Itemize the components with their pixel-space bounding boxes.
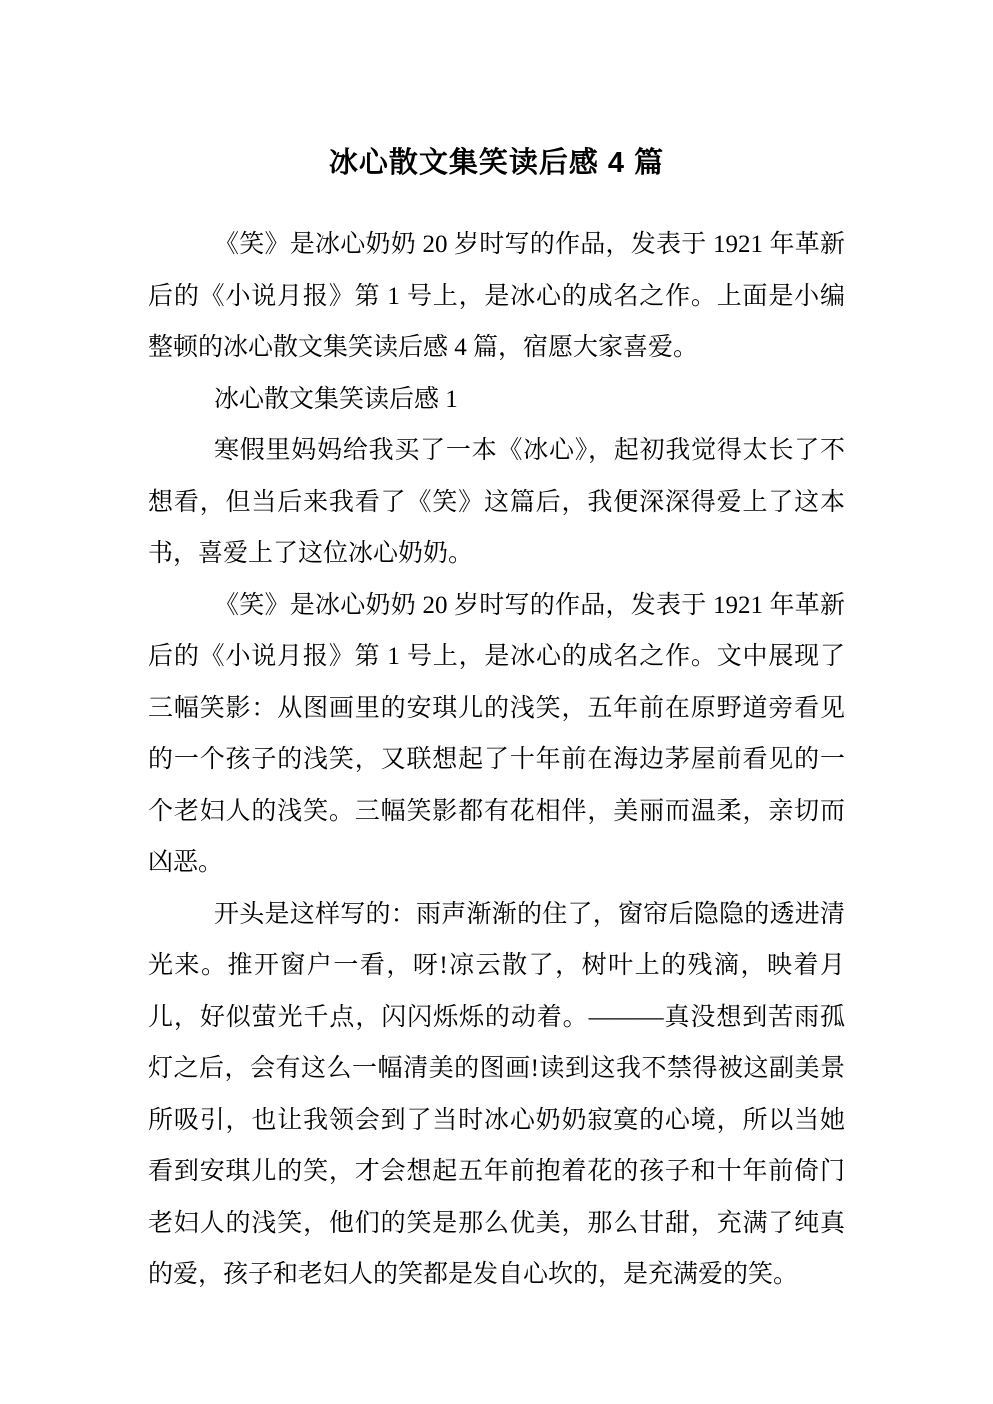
paragraph: 《笑》是冰心奶奶 20 岁时写的作品，发表于 1921 年革新后的《小说月报》第 1 号上，是冰心的成名之作。文中展现了三幅笑影：从图画里的安琪儿的浅笑，五年前在原野道旁看见的一个孩子的浅笑，又联想起了十年前在海边茅屋前看见的一个老妇人的浅笑。三幅笑影都有花相伴，美丽而温柔，亲切而凶恶。 (148, 591, 845, 876)
paragraph: 开头是这样写的：雨声渐渐的住了，窗帘后隐隐的透进清光来。推开窗户一看，呀!凉云散了，树叶上的残滴，映着月儿，好似萤光千点，闪闪烁烁的动着。———真没想到苦雨孤灯之后，会有这么一幅清美的图画!读到这我不禁得被这副美景所吸引，也让我领会到了当时冰心奶奶寂寞的心境，所以当她看到安琪儿的笑，才会想起五年前抱着花的孩子和十年前倚门老妇人的浅笑，他们的笑是那么优美，那么甘甜，充满了纯真的爱，孩子和老妇人的笑都是发自心坎的，是充满爱的笑。 (148, 900, 845, 1288)
document-body (148, 219, 845, 1301)
document-title: 冰心散文集笑读后感 4 篇 (328, 147, 665, 179)
paragraph: 寒假里妈妈给我买了一本《冰心》，起初我觉得太长了不想看，但当后来我看了《笑》这篇后，我便深深得爱上了这本书，喜爱上了这位冰心奶奶。 (148, 437, 845, 567)
intro-paragraph: 《笑》是冰心奶奶 20 岁时写的作品，发表于 1921 年革新后的《小说月报》第 1 号上，是冰心的成名之作。上面是小编整顿的冰心散文集笑读后感 4 篇，宿愿大家喜爱。 (148, 231, 845, 361)
section-heading: 冰心散文集笑读后感 1 (214, 385, 458, 413)
